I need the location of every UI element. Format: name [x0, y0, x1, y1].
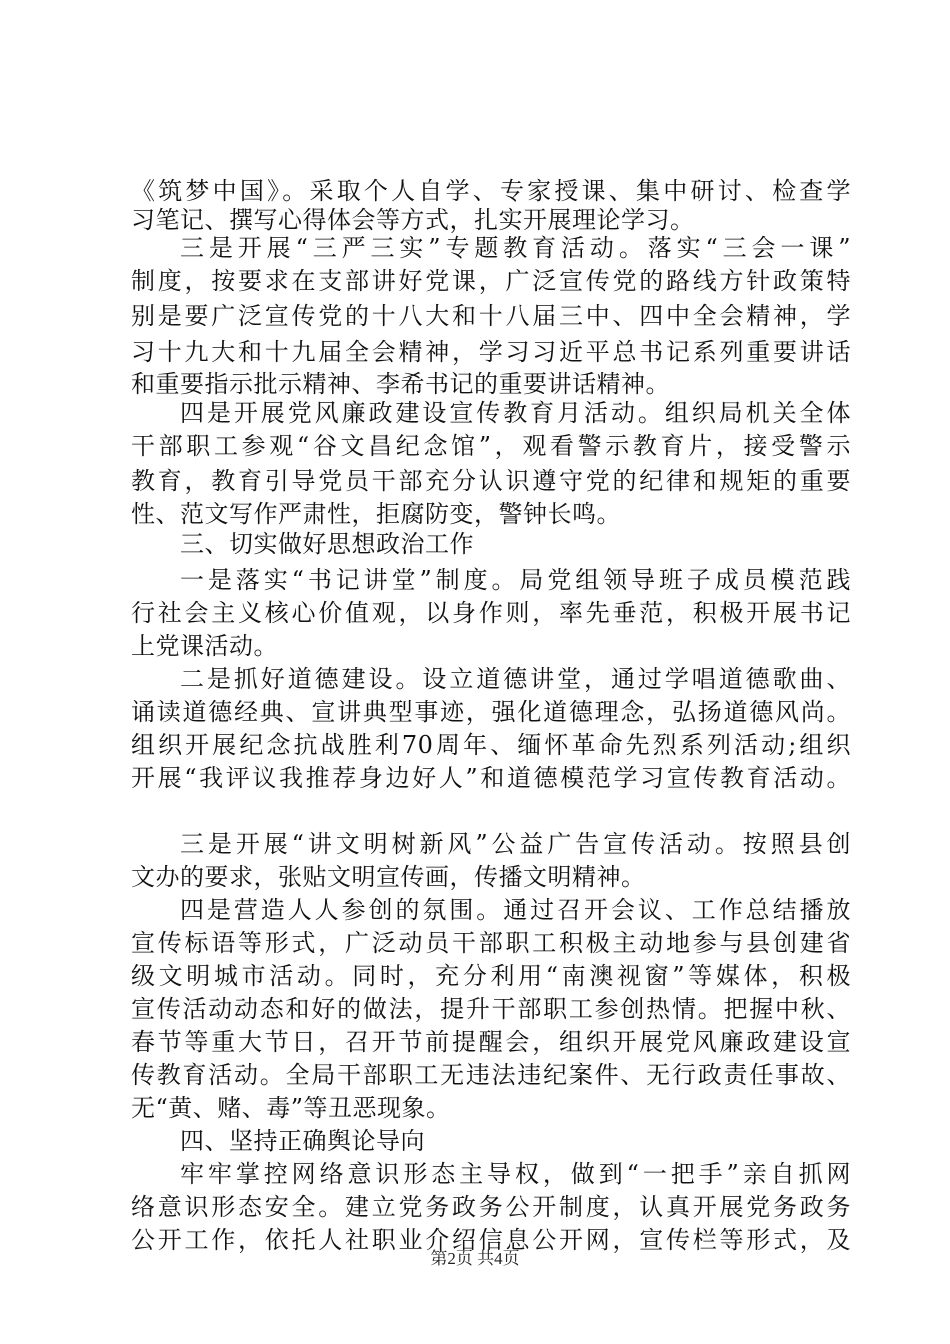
- text-line: 无“黄、赌、毒”等丑恶现象。: [131, 1094, 451, 1122]
- text-line: 性、范文写作严肃性，拒腐防变，警钟长鸣。: [131, 500, 621, 528]
- section-heading: 四、坚持正确舆论导向: [180, 1127, 425, 1155]
- text-line: 文办的要求，张贴文明宣传画，传播文明精神。: [131, 863, 646, 891]
- text-line: 宣传标语等形式，广泛动员干部职工积极主动地参与县创建省: [131, 929, 851, 957]
- text-line: 教育，教育引导党员干部充分认识遵守党的纪律和规矩的重要: [131, 467, 851, 495]
- text-line: 牢牢掌控网络意识形态主导权，做到“一把手”亲自抓网: [180, 1160, 851, 1188]
- text-line: 络意识形态安全。建立党务政务公开制度，认真开展党务政务: [131, 1193, 851, 1221]
- text-line: 四是营造人人参创的氛围。通过召开会议、工作总结播放: [180, 896, 851, 924]
- section-heading: 三、切实做好思想政治工作: [180, 530, 474, 558]
- text-line: 开展“我评议我推荐身边好人”和道德模范学习宣传教育活动。: [131, 764, 851, 792]
- text-line: 级文明城市活动。同时，充分利用“南澳视窗”等媒体，积极: [131, 962, 851, 990]
- text-line: 传教育活动。全局干部职工无违法违纪案件、无行政责任事故、: [131, 1061, 851, 1089]
- text-line: 公开工作，依托人社职业介绍信息公开网，宣传栏等形式，及: [131, 1226, 851, 1254]
- text-line: 组织开展纪念抗战胜利70周年、缅怀革命先烈系列活动;组织: [131, 731, 851, 759]
- text-line: 三是开展“三严三实”专题教育活动。落实“三会一课”: [180, 234, 851, 262]
- text-line: 制度，按要求在支部讲好党课，广泛宣传党的路线方针政策特: [131, 267, 851, 295]
- text-line: 行社会主义核心价值观，以身作则，率先垂范，积极开展书记: [131, 599, 851, 627]
- text-line: 干部职工参观“谷文昌纪念馆”，观看警示教育片，接受警示: [131, 432, 851, 460]
- text-line: 习笔记、撰写心得体会等方式，扎实开展理论学习。: [131, 206, 695, 234]
- text-line: 上党课活动。: [131, 632, 278, 660]
- text-line: 习十九大和十九届全会精神，学习习近平总书记系列重要讲话: [131, 338, 851, 366]
- text-line: 一是落实“书记讲堂”制度。局党组领导班子成员模范践: [180, 566, 851, 594]
- text-line: 诵读道德经典、宣讲典型事迹，强化道德理念，弘扬道德风尚。: [131, 698, 851, 726]
- page-footer: 第2页 共4页: [430, 1249, 520, 1268]
- text-line: 和重要指示批示精神、李希书记的重要讲话精神。: [131, 370, 670, 398]
- text-line: 宣传活动动态和好的做法，提升干部职工参创热情。把握中秋、: [131, 995, 851, 1023]
- text-line: 别是要广泛宣传党的十八大和十八届三中、四中全会精神，学: [131, 302, 851, 330]
- text-line: 春节等重大节日，召开节前提醒会，组织开展党风廉政建设宣: [131, 1028, 851, 1056]
- text-line: 四是开展党风廉政建设宣传教育月活动。组织局机关全体: [180, 399, 851, 427]
- text-line: 三是开展“讲文明树新风”公益广告宣传活动。按照县创: [180, 830, 851, 858]
- text-line: 《筑梦中国》。采取个人自学、专家授课、集中研讨、检查学: [131, 177, 851, 205]
- text-line: 二是抓好道德建设。设立道德讲堂，通过学唱道德歌曲、: [180, 665, 851, 693]
